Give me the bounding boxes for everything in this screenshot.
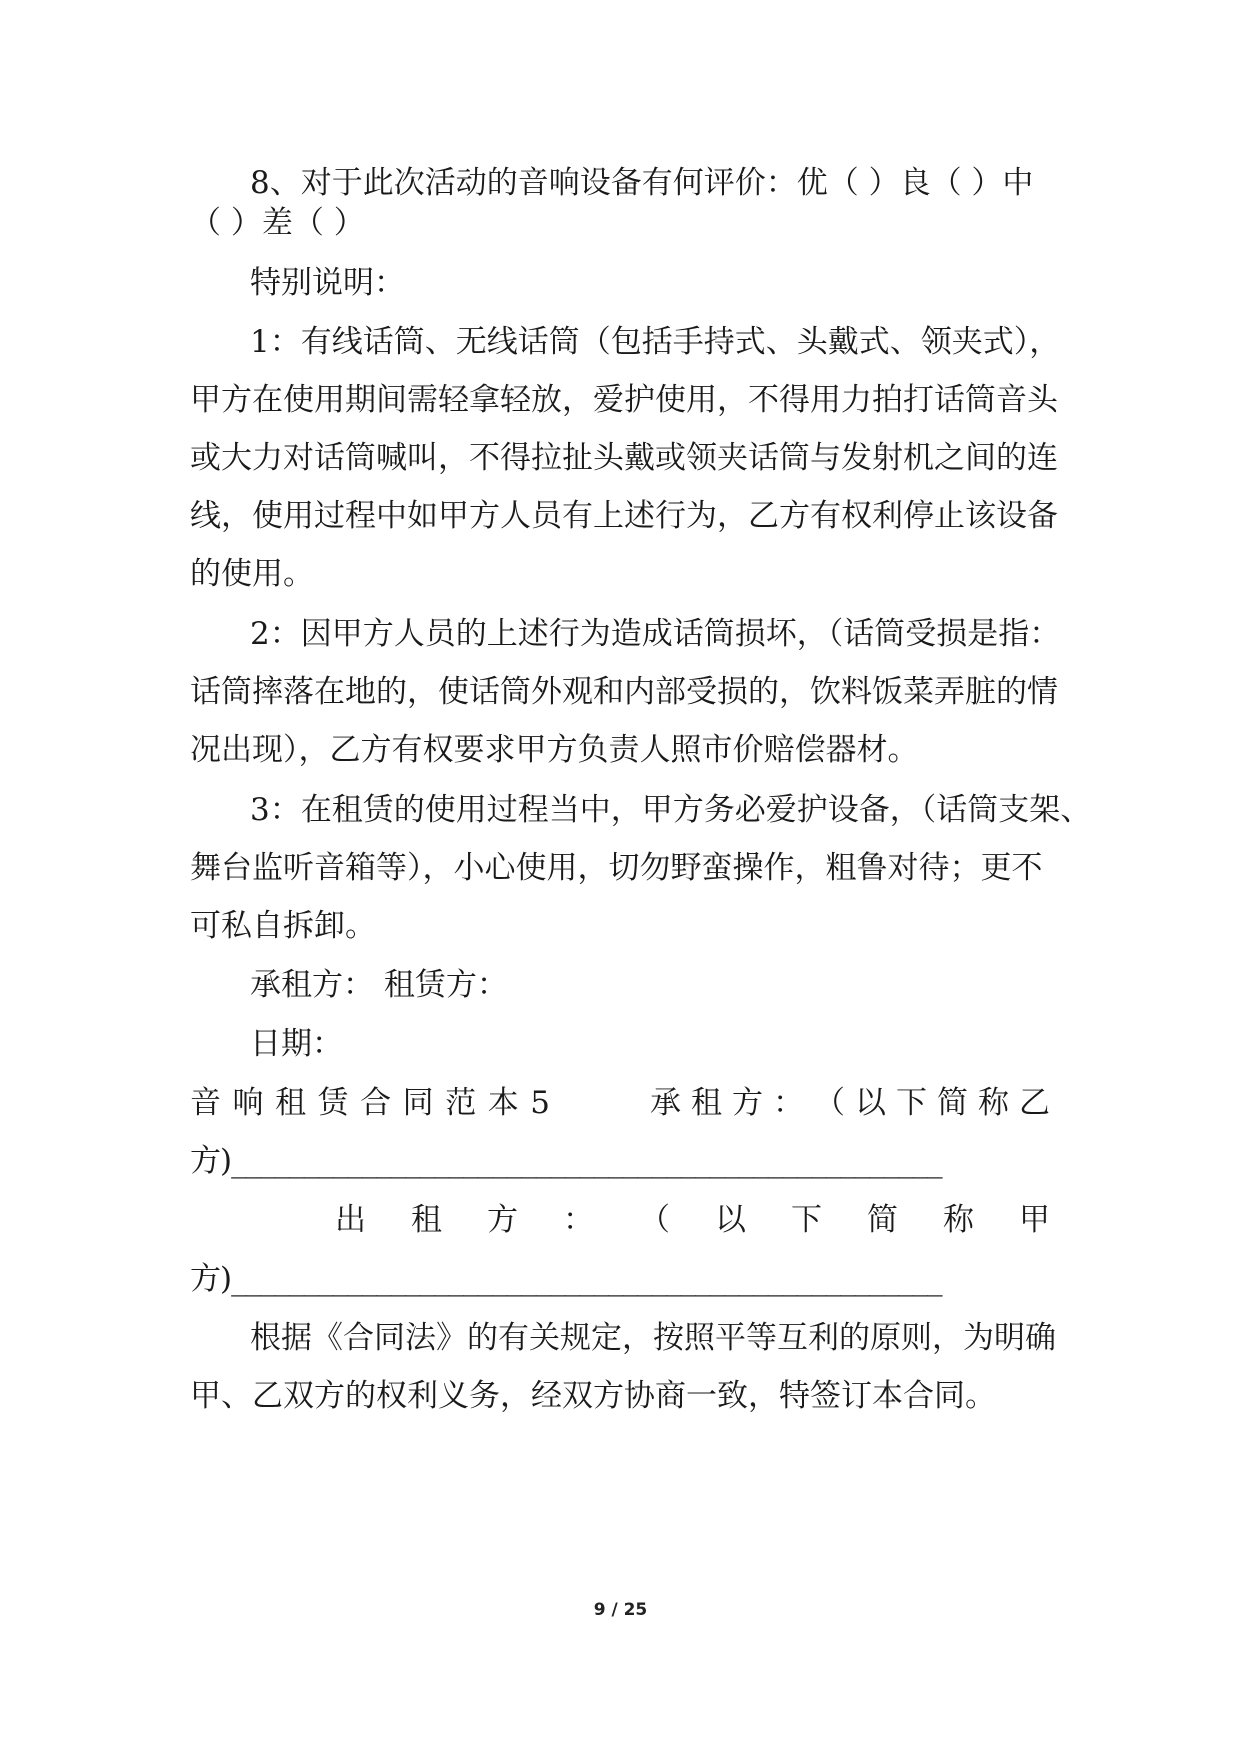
note-1-line-2: 甲方在使用期间需轻拿轻放，爱护使用，不得用力拍打话筒音头 — [190, 382, 1058, 418]
question-8-line-1: 8、对于此次活动的音响设备有何评价：优（ ）良（ ）中 — [250, 165, 1034, 201]
note-3-line-1: 3：在租赁的使用过程当中，甲方务必爱护设备，（话筒支架、 — [250, 792, 1092, 828]
label-char: 下 — [896, 1085, 927, 1121]
note-2-line-2: 话筒摔落在地的，使话筒外观和内部受损的，饮料饭菜弄脏的情 — [190, 674, 1058, 710]
note-1-line-4: 线，使用过程中如甲方人员有上述行为，乙方有权利停止该设备 — [190, 498, 1058, 534]
contract-basis-line-1: 根据《合同法》的有关规定，按照平等互利的原则，为明确 — [250, 1320, 1056, 1356]
label-char: 以 — [715, 1202, 746, 1238]
lessee-label — [650, 1083, 1050, 1123]
title-char: 音 — [190, 1085, 221, 1121]
label-char: （ — [639, 1202, 670, 1238]
signature-line: 承租方： 租赁方： — [250, 967, 508, 1003]
label-char: 租 — [691, 1085, 722, 1121]
label-char: 称 — [943, 1202, 974, 1238]
label-char: 方 — [487, 1202, 518, 1238]
title-char: 5 — [530, 1085, 550, 1121]
label-char: 乙 — [1019, 1085, 1050, 1121]
note-2-line-3: 况出现），乙方有权要求甲方负责人照市价赔偿器材。 — [190, 732, 919, 768]
label-char: 简 — [867, 1202, 898, 1238]
note-3-line-2: 舞台监听音箱等），小心使用，切勿野蛮操作，粗鲁对待；更不 — [190, 850, 1043, 886]
question-8-line-2: （ ）差（ ） — [190, 205, 365, 241]
special-notes-title: 特别说明： — [250, 265, 405, 301]
note-2-line-1: 2：因甲方人员的上述行为造成话筒损坏，（话筒受损是指： — [250, 616, 1061, 652]
title-char: 合 — [360, 1085, 392, 1121]
label-char: ： — [563, 1202, 594, 1238]
contract-5-heading-row — [190, 1083, 1050, 1123]
label-char: 甲 — [1019, 1202, 1050, 1238]
label-char: 租 — [411, 1202, 442, 1238]
label-char: 承 — [650, 1085, 681, 1121]
label-char: ： — [773, 1085, 804, 1121]
label-char: 出 — [335, 1202, 366, 1238]
title-char: 赁 — [317, 1085, 349, 1121]
date-line: 日期： — [250, 1026, 343, 1062]
contract-basis-line-2: 甲、乙双方的权利义务，经双方协商一致，特签订本合同。 — [190, 1378, 996, 1414]
page-number: 9 / 25 — [593, 1600, 648, 1620]
label-char: 下 — [791, 1202, 822, 1238]
label-char: 以 — [855, 1085, 886, 1121]
lessor-label-row — [335, 1200, 1050, 1240]
title-char: 同 — [402, 1085, 434, 1121]
title-char: 本 — [487, 1085, 519, 1121]
party-b-blank-line: 方)_________________________________________________ — [190, 1143, 942, 1179]
label-char: 方 — [732, 1085, 763, 1121]
contract-5-title — [190, 1083, 550, 1123]
title-char: 范 — [445, 1085, 477, 1121]
party-a-blank-line: 方)_________________________________________________ — [190, 1261, 942, 1297]
note-1-line-3: 或大力对话筒喊叫，不得拉扯头戴或领夹话筒与发射机之间的连 — [190, 440, 1058, 476]
label-char: 称 — [978, 1085, 1009, 1121]
title-char: 响 — [232, 1085, 264, 1121]
label-char: 简 — [937, 1085, 968, 1121]
note-1-line-5: 的使用。 — [190, 556, 314, 592]
title-char: 租 — [275, 1085, 307, 1121]
note-3-line-3: 可私自拆卸。 — [190, 908, 376, 944]
note-1-line-1: 1：有线话筒、无线话筒（包括手持式、头戴式、领夹式）， — [250, 324, 1061, 360]
label-char: （ — [814, 1085, 845, 1121]
